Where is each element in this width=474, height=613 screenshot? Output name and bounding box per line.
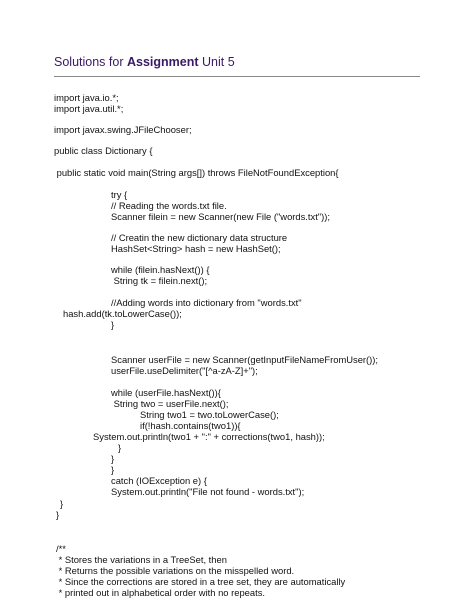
code-line: String two1 = two.toLowerCase(); bbox=[140, 409, 279, 420]
code-line: Scanner filein = new Scanner(new File ("words.txt")); bbox=[111, 211, 330, 222]
code-line: Scanner userFile = new Scanner(getInputFileNameFromUser()); bbox=[111, 354, 379, 365]
code-line: // Creatin the new dictionary data structure bbox=[111, 232, 288, 243]
code-line: userFile.useDelimiter("[^a-zA-Z]+"); bbox=[111, 365, 258, 376]
code-line: import java.io.*; bbox=[54, 92, 119, 103]
code-line: import java.util.*; bbox=[54, 103, 124, 114]
code-line: public static void main(String args[]) throws FileNotFoundException{ bbox=[54, 167, 339, 178]
code-line: import javax.swing.JFileChooser; bbox=[54, 124, 192, 135]
code-line: } bbox=[111, 453, 115, 464]
code-line: HashSet<String> hash = new HashSet(); bbox=[111, 243, 281, 254]
code-line: //Adding words into dictionary from "words.txt" bbox=[111, 297, 302, 308]
code-line: while (userFile.hasNext()){ bbox=[111, 387, 221, 398]
code-line: * Stores the variations in a TreeSet, then bbox=[56, 554, 227, 565]
code-line: System.out.println(two1 + ":" + corrections(two1, hash)); bbox=[93, 431, 325, 442]
code-line: } bbox=[60, 498, 64, 509]
title-prefix: Solutions for bbox=[54, 55, 127, 69]
code-line: * Since the corrections are stored in a tree set, they are automatically bbox=[56, 576, 346, 587]
code-line: public class Dictionary { bbox=[54, 145, 153, 156]
code-line: } bbox=[118, 442, 122, 453]
title-divider bbox=[54, 76, 420, 77]
code-line: } bbox=[56, 509, 60, 520]
code-line: if(!hash.contains(two1)){ bbox=[140, 420, 241, 431]
code-line: * printed out in alphabetical order with no repeats. bbox=[56, 587, 265, 598]
page-title bbox=[54, 55, 235, 69]
code-line: /** bbox=[56, 543, 66, 554]
code-line: } bbox=[111, 319, 115, 330]
code-line: hash.add(tk.toLowerCase()); bbox=[63, 308, 182, 319]
title-bold: Assignment bbox=[126, 55, 199, 69]
code-line: String two = userFile.next(); bbox=[111, 398, 229, 409]
code-line: * Returns the possible variations on the misspelled word. bbox=[56, 565, 295, 576]
code-line: try { bbox=[111, 189, 128, 200]
code-line: while (filein.hasNext()) { bbox=[111, 264, 210, 275]
title-suffix: Unit 5 bbox=[198, 55, 235, 69]
code-line: String tk = filein.next(); bbox=[111, 275, 208, 286]
code-line: catch (IOException e) { bbox=[111, 475, 207, 486]
code-line: } bbox=[111, 464, 115, 475]
code-line: System.out.println("File not found - words.txt"); bbox=[111, 486, 305, 497]
code-line: // Reading the words.txt file. bbox=[111, 200, 227, 211]
